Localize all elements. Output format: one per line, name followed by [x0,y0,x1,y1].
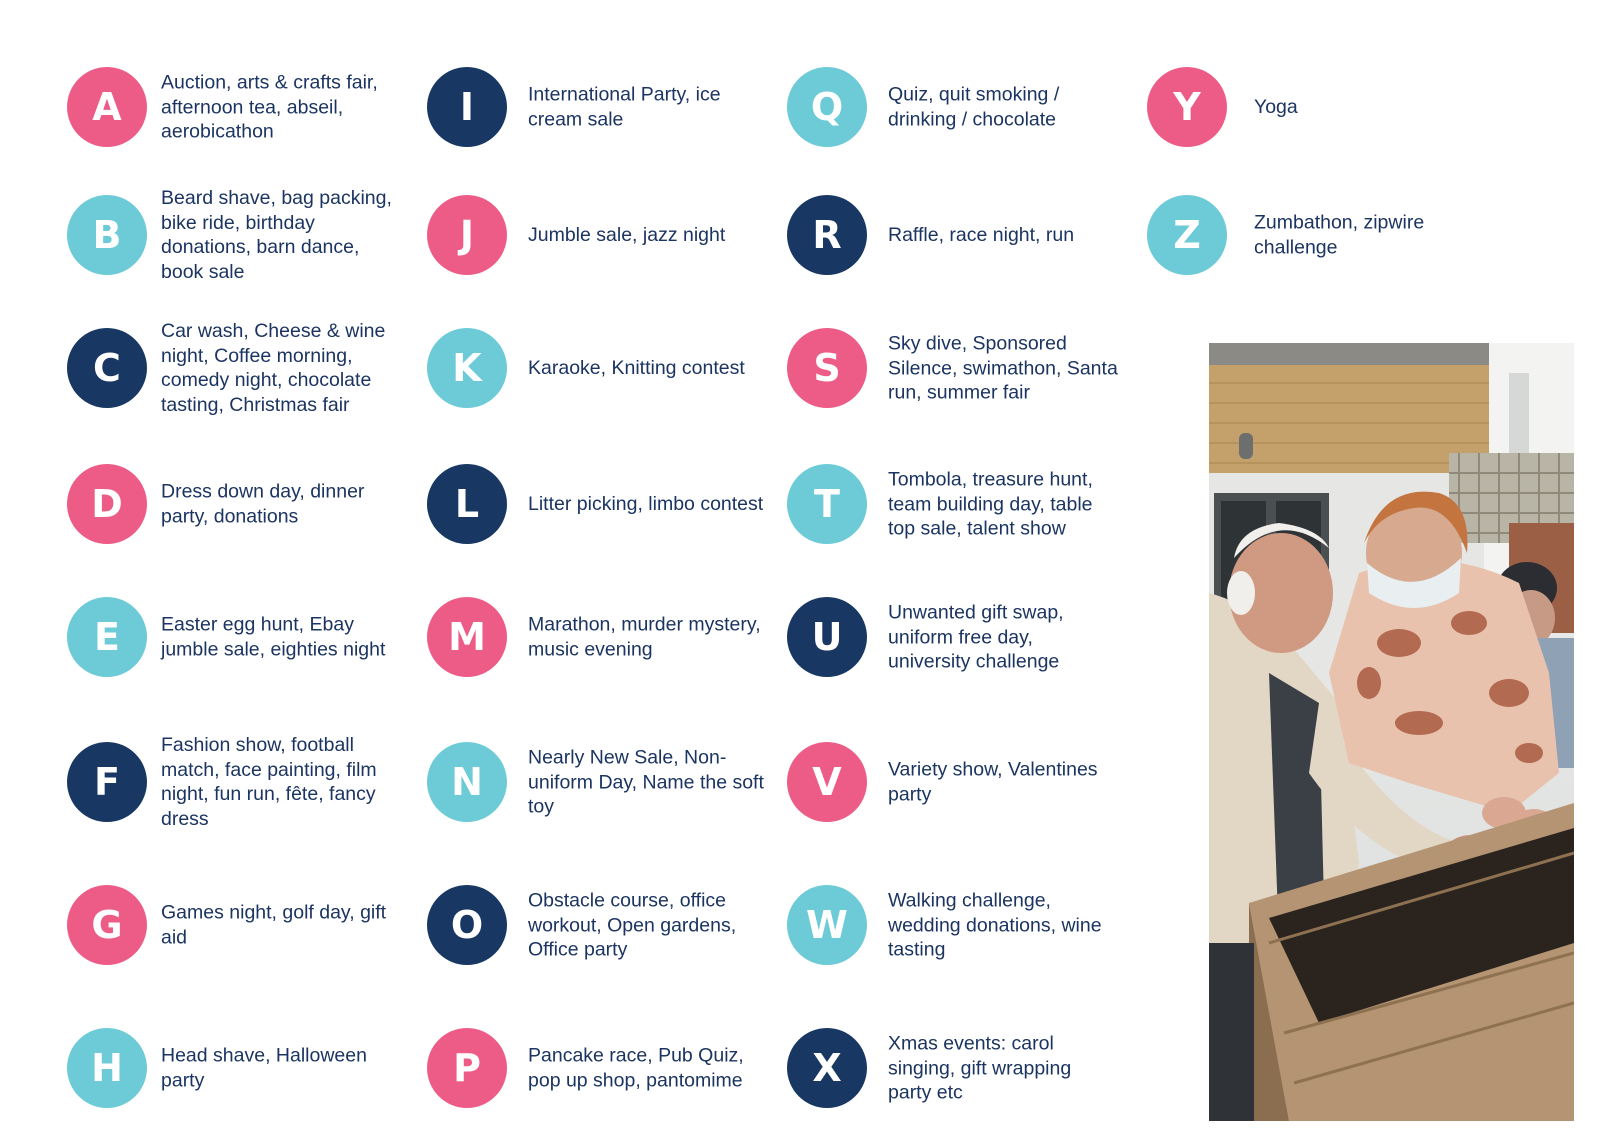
idea-text: Marathon, murder mystery, music evening [528,613,761,660]
idea-text: Tombola, treasure hunt, team building day, table top sale, talent show [888,468,1093,540]
letter-badge: W [787,885,867,965]
idea-text: Dress down day, dinner party, donations [161,480,365,527]
letter-badge: K [427,328,507,408]
idea-text: Sky dive, Sponsored Silence, swimathon, Santa run, summer fair [888,332,1118,404]
letter-badge: Y [1147,67,1227,147]
letter-badge: B [67,195,147,275]
idea-text: Pancake race, Pub Quiz, pop up shop, pantomime [528,1044,744,1091]
letter-badge: A [67,67,147,147]
letter-badge: C [67,328,147,408]
idea-text: Walking challenge, wedding donations, wine tasting [888,889,1102,961]
idea-text: Fashion show, football match, face painting, film night, fun run, fête, fancy dress [161,734,377,830]
letter-badge: T [787,464,867,544]
idea-text: Variety show, Valentines party [888,758,1098,805]
letter-badge: J [427,195,507,275]
idea-text: Litter picking, limbo contest [528,492,764,515]
idea-text: International Party, ice cream sale [528,83,721,130]
idea-text: Karaoke, Knitting contest [528,356,745,379]
letter-badge: N [427,742,507,822]
letter-badge: G [67,885,147,965]
letter-badge: X [787,1028,867,1108]
letter-badge: L [427,464,507,544]
letter-badge: P [427,1028,507,1108]
letter-badge: O [427,885,507,965]
idea-text: Xmas events: carol singing, gift wrapping party etc [888,1032,1072,1104]
idea-text: Unwanted gift swap, uniform free day, university challenge [888,601,1064,673]
letter-badge: V [787,742,867,822]
letter-badge: M [427,597,507,677]
letter-badge: H [67,1028,147,1108]
letter-badge: U [787,597,867,677]
idea-text: Jumble sale, jazz night [528,223,726,246]
idea-text: Head shave, Halloween party [161,1044,367,1091]
idea-text: Zumbathon, zipwire challenge [1254,211,1425,258]
letter-badge: Z [1147,195,1227,275]
letter-badge: S [787,328,867,408]
gardening-photo [1209,343,1574,1121]
letter-badge: R [787,195,867,275]
idea-text: Yoga [1254,95,1298,118]
idea-text: Raffle, race night, run [888,223,1075,246]
idea-text: Car wash, Cheese & wine night, Coffee morning, comedy night, chocolate tasting, Christmas fair [161,320,386,416]
idea-text: Beard shave, bag packing, bike ride, birthday donations, barn dance, book sale [161,187,392,283]
letter-badge: F [67,742,147,822]
idea-text: Games night, golf day, gift aid [161,901,387,948]
letter-badge: D [67,464,147,544]
letter-badge: Q [787,67,867,147]
idea-text: Nearly New Sale, Non-uniform Day, Name the soft toy [528,746,764,818]
idea-text: Auction, arts & crafts fair, afternoon tea, abseil, aerobicathon [161,71,378,143]
idea-text: Easter egg hunt, Ebay jumble sale, eighties night [161,613,386,660]
letter-badge: I [427,67,507,147]
letter-badge: E [67,597,147,677]
idea-text: Obstacle course, office workout, Open gardens, Office party [528,889,737,961]
idea-text: Quiz, quit smoking / drinking / chocolate [888,83,1060,130]
